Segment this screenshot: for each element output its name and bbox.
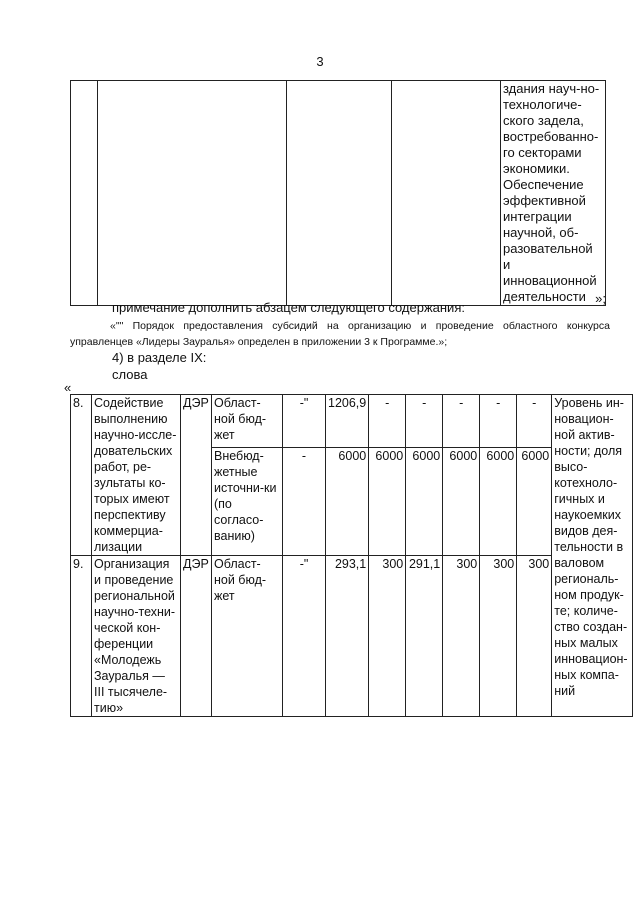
item4-text: 4) в разделе IX:	[112, 350, 207, 365]
cell-value: 1206,9	[326, 395, 369, 448]
table-row	[71, 395, 633, 448]
cell-value: 6000	[443, 447, 480, 555]
cell-value: -"	[283, 395, 326, 448]
cell-value: -	[406, 395, 443, 448]
funding-source: Внебюд-жетные источни-ки (по согласо-ванию)	[212, 447, 283, 555]
cell-value: 6000	[406, 447, 443, 555]
cell-value: 6000	[517, 447, 552, 555]
continuation-table	[70, 80, 606, 306]
continuation-cell: здания науч-но-технологиче-ского задела, востребованно-го секторами экономики. Обеспечение эффективной интеграции научной, об-разовательной и инновационной деятельности	[501, 81, 606, 306]
cell-value: 6000	[326, 447, 369, 555]
table-row	[71, 556, 633, 717]
measure-name: Содействие выполнению научно-иссле-довательских работ, ре-зультаты ко-торых имеют перспективу коммерциа-лизации	[92, 395, 181, 556]
measure-name: Организация и проведение региональной научно-техни-ческой кон-ференции «Молодежь Зауралья — III тысячеле-тию»	[92, 556, 181, 717]
cell-value: 6000	[369, 447, 406, 555]
closing-mark: »;	[595, 291, 606, 306]
cell-value: 300	[443, 556, 480, 717]
program-table	[70, 394, 633, 717]
indicator: Уровень ин-новацион-ной актив-ности; доля высо-котехноло-гичных и наукоемких видов дея-тельности в валовом региональ-ном продук-те; количе-ство создан-ных малых инновацион-ных компа-ний	[552, 395, 633, 717]
executor: ДЭР	[181, 556, 212, 717]
cell-value: 291,1	[406, 556, 443, 717]
cell-value: 6000	[480, 447, 517, 555]
cell-value: -	[443, 395, 480, 448]
executor: ДЭР	[181, 395, 212, 556]
row-number: 8.	[71, 395, 92, 556]
cell-value: -"	[283, 556, 326, 717]
open-quote: «	[64, 380, 72, 395]
note-quote: «"" Порядок предоставления субсидий на организацию и проведение областного конкурса управленцев «Лидеры Зауралья» определен в приложении 3 к Программе.»;	[70, 320, 610, 348]
cell-value: 300	[517, 556, 552, 717]
page-number: 3	[316, 54, 324, 69]
cell-value: 293,1	[326, 556, 369, 717]
cell-value: 300	[480, 556, 517, 717]
funding-source: Област-ной бюд-жет	[212, 395, 283, 448]
words-text: слова	[112, 367, 148, 382]
cell-value: -	[480, 395, 517, 448]
cell-value: -	[369, 395, 406, 448]
note-intro: примечание дополнить абзацем следующего содержания:	[112, 300, 465, 315]
cell-value: 300	[369, 556, 406, 717]
cell-value: -	[517, 395, 552, 448]
row-number: 9.	[71, 556, 92, 717]
funding-source: Област-ной бюд-жет	[212, 556, 283, 717]
cell-value: -	[283, 447, 326, 555]
